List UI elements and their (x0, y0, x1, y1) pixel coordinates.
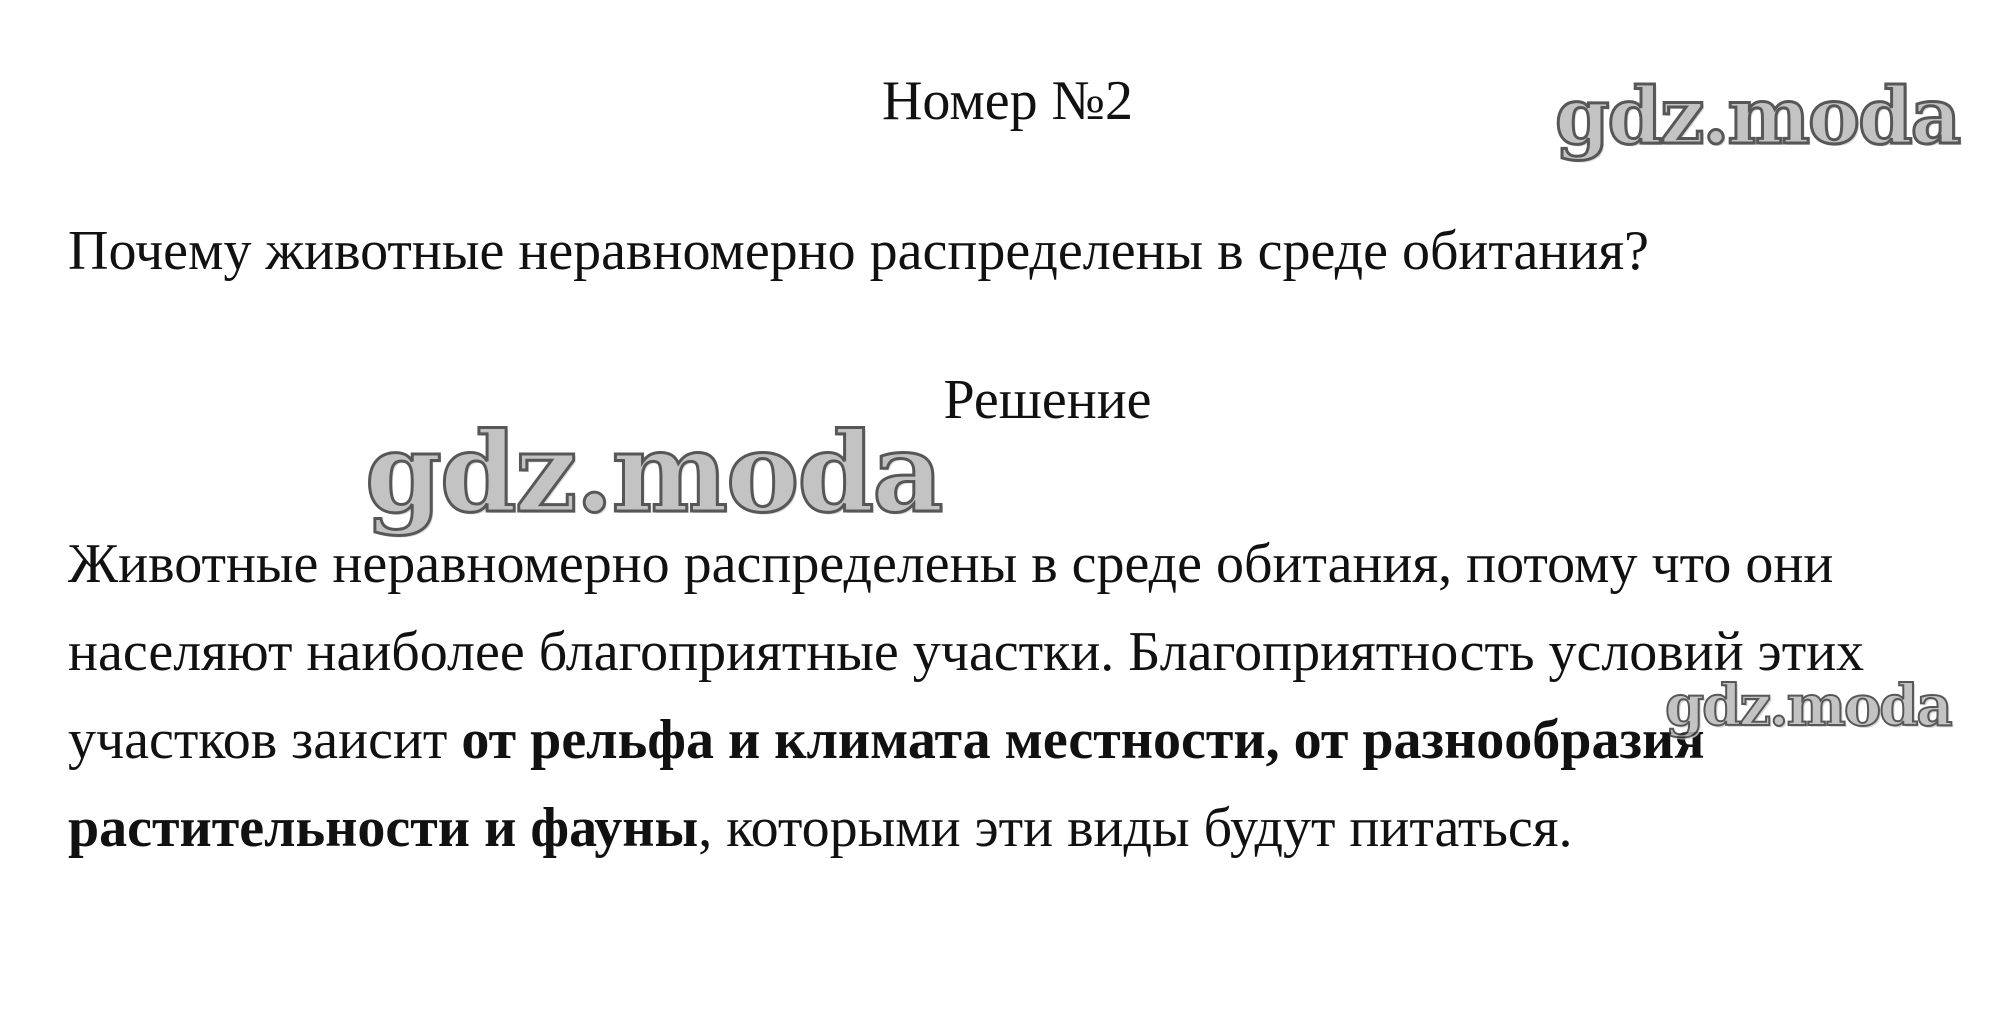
answer-text: , которыми эти виды будут питаться. (698, 797, 1573, 859)
answer-text: населяют наиболее благоприятные участки. Благоприятность условий этих (68, 621, 1865, 683)
answer-line (68, 608, 2008, 696)
answer-text: участков заисит (68, 709, 462, 771)
answer-text: Животные неравномерно распределены в среде обитания, потому что они (68, 533, 1834, 595)
watermark-logo: gdz.moda (1555, 71, 1960, 162)
answer-bold-text: от рельфа и климата местности, от разнообразия (461, 709, 1705, 771)
page-title: Номер №2 (881, 70, 1134, 132)
watermark-logo: gdz.moda (1665, 673, 1951, 739)
solution-heading: Решение (943, 369, 1152, 431)
answer-paragraph (68, 520, 2008, 872)
answer-line (68, 784, 2008, 872)
answer-bold-text: растительности и фауны (68, 797, 699, 859)
question-text: Почему животные неравномерно распределены в среде обитания? (68, 220, 1649, 282)
answer-line (68, 520, 2008, 608)
watermark-logo: gdz.moda (365, 408, 942, 537)
answer-line (68, 696, 2008, 784)
